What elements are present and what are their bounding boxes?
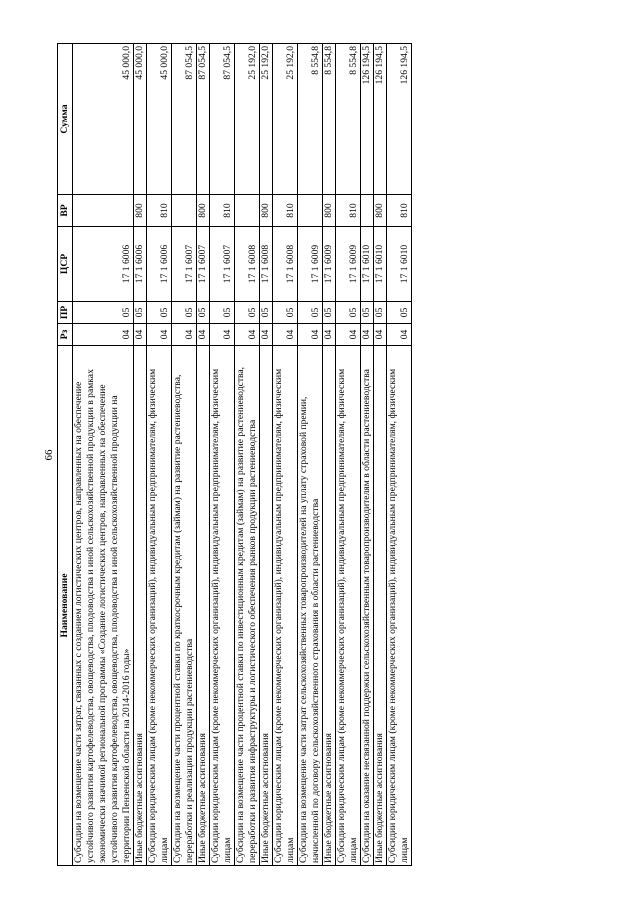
cell-csr: 17 1 6009	[323, 227, 336, 302]
cell-name: Субсидии юридическим лицам (кроме некоммерческих организаций), индивидуальным предпринимателям, физическим лицам	[273, 346, 298, 866]
cell-name: Иные бюджетные ассигнования	[197, 346, 210, 866]
table-row	[387, 44, 412, 866]
cell-name: Субсидии на возмещение части процентной ставки по краткосрочным кредитам (займам) на развитие растениеводства, переработки и реализации продукции растениеводства	[172, 346, 197, 866]
cell-vr: 810	[387, 195, 412, 227]
cell-name: Субсидии юридическим лицам (кроме некоммерческих организаций), индивидуальным предпринимателям, физическим лицам	[336, 346, 361, 866]
cell-rz: 04	[323, 324, 336, 346]
cell-sum: 126 194,5	[374, 44, 387, 195]
cell-sum: 25 192,0	[235, 44, 260, 195]
table-row	[298, 44, 323, 866]
cell-name: Субсидии юридическим лицам (кроме некоммерческих организаций), индивидуальным предпринимателям, физическим лицам	[210, 346, 235, 866]
cell-sum: 126 194,5	[361, 44, 374, 195]
cell-name: Иные бюджетные ассигнования	[260, 346, 273, 866]
cell-name: Иные бюджетные ассигнования	[323, 346, 336, 866]
cell-pr: 05	[273, 302, 298, 324]
cell-pr: 05	[298, 302, 323, 324]
cell-sum: 45 000,0	[73, 44, 134, 195]
cell-rz: 04	[387, 324, 412, 346]
cell-vr: 800	[323, 195, 336, 227]
cell-rz: 04	[298, 324, 323, 346]
table-row	[260, 44, 273, 866]
cell-csr: 17 1 6010	[387, 227, 412, 302]
cell-rz: 04	[172, 324, 197, 346]
table-row	[323, 44, 336, 866]
cell-sum: 45 000,0	[134, 44, 147, 195]
cell-csr: 17 1 6008	[260, 227, 273, 302]
cell-csr: 17 1 6006	[134, 227, 147, 302]
cell-sum: 45 000,0	[147, 44, 172, 195]
cell-rz: 04	[73, 324, 134, 346]
cell-name: Субсидии на возмещение части процентной ставки по инвестиционным кредитам (займам) на развитие растениеводства, переработки и развития инфраструктуры и логистического обеспечения рынков продукции растениеводства	[235, 346, 260, 866]
header-name: Наименование	[58, 346, 73, 866]
cell-vr	[73, 195, 134, 227]
cell-name: Субсидии на возмещение части затрат, связанных с созданием логистических центров, направленных на обеспечение устойчивого развития картофелеводства, овощеводства, плодоводства и иной сельскохозяйственной продукции в рамках экономически значимой региональной программы «Создание логистических центров, направленных на обеспечение устойчивого развития картофелеводства, овощеводства, плодоводства и иной сельскохозяйственной продукции на территории Пензенской области на 2014-2016 годы»	[73, 346, 134, 866]
cell-csr: 17 1 6010	[374, 227, 387, 302]
cell-rz: 04	[260, 324, 273, 346]
cell-csr: 17 1 6010	[361, 227, 374, 302]
cell-csr: 17 1 6009	[298, 227, 323, 302]
cell-pr: 05	[374, 302, 387, 324]
cell-pr: 05	[361, 302, 374, 324]
table-row	[197, 44, 210, 866]
page-number: 66	[43, 449, 55, 461]
cell-csr: 17 1 6007	[210, 227, 235, 302]
cell-sum: 8 554,8	[336, 44, 361, 195]
table-row	[374, 44, 387, 866]
cell-name: Субсидии юридическим лицам (кроме некоммерческих организаций), индивидуальным предпринимателям, физическим лицам	[147, 346, 172, 866]
cell-pr: 05	[172, 302, 197, 324]
cell-csr: 17 1 6008	[235, 227, 260, 302]
cell-rz: 04	[235, 324, 260, 346]
cell-vr	[361, 195, 374, 227]
cell-sum: 8 554,8	[323, 44, 336, 195]
cell-vr: 810	[336, 195, 361, 227]
table-row	[73, 44, 134, 866]
cell-rz: 04	[197, 324, 210, 346]
cell-vr: 800	[134, 195, 147, 227]
cell-sum: 25 192,0	[260, 44, 273, 195]
table-header-row	[58, 44, 73, 866]
cell-rz: 04	[336, 324, 361, 346]
cell-csr: 17 1 6008	[273, 227, 298, 302]
cell-name: Субсидии на оказание несвязанной поддержки сельскохозяйственным товаропроизводителям в области растениеводства	[361, 346, 374, 866]
table-row	[361, 44, 374, 866]
cell-vr: 800	[374, 195, 387, 227]
header-csr: ЦСР	[58, 227, 73, 302]
cell-vr: 800	[197, 195, 210, 227]
cell-name: Субсидии юридическим лицам (кроме некоммерческих организаций), индивидуальным предпринимателям, физическим лицам	[387, 346, 412, 866]
cell-csr: 17 1 6006	[147, 227, 172, 302]
cell-rz: 04	[361, 324, 374, 346]
table-row	[336, 44, 361, 866]
cell-pr: 05	[73, 302, 134, 324]
cell-rz: 04	[134, 324, 147, 346]
cell-pr: 05	[336, 302, 361, 324]
cell-sum: 87 054,5	[197, 44, 210, 195]
cell-rz: 04	[147, 324, 172, 346]
cell-vr	[172, 195, 197, 227]
table-row	[273, 44, 298, 866]
table-row	[172, 44, 197, 866]
cell-pr: 05	[323, 302, 336, 324]
rotated-page-content	[37, 44, 589, 866]
cell-name: Иные бюджетные ассигнования	[134, 346, 147, 866]
cell-rz: 04	[210, 324, 235, 346]
cell-sum: 8 554,8	[298, 44, 323, 195]
header-sum: Сумма	[58, 44, 73, 195]
cell-vr: 800	[260, 195, 273, 227]
cell-vr	[235, 195, 260, 227]
cell-name: Субсидии на возмещение части затрат сельскохозяйственных товаропроизводителей на уплату страховой премии, начисленной по договору сельскохозяйственного страхования в области растениеводства	[298, 346, 323, 866]
cell-csr: 17 1 6006	[73, 227, 134, 302]
cell-csr: 17 1 6007	[197, 227, 210, 302]
budget-table	[57, 43, 412, 866]
cell-vr	[298, 195, 323, 227]
cell-vr: 810	[210, 195, 235, 227]
cell-rz: 04	[374, 324, 387, 346]
cell-pr: 05	[260, 302, 273, 324]
cell-csr: 17 1 6007	[172, 227, 197, 302]
cell-pr: 05	[235, 302, 260, 324]
cell-pr: 05	[147, 302, 172, 324]
cell-name: Иные бюджетные ассигнования	[374, 346, 387, 866]
table-row	[235, 44, 260, 866]
cell-sum: 25 192,0	[273, 44, 298, 195]
header-vr: ВР	[58, 195, 73, 227]
cell-pr: 05	[210, 302, 235, 324]
cell-rz: 04	[273, 324, 298, 346]
header-pr: ПР	[58, 302, 73, 324]
cell-pr: 05	[387, 302, 412, 324]
table-row	[210, 44, 235, 866]
cell-pr: 05	[197, 302, 210, 324]
table-row	[134, 44, 147, 866]
cell-csr: 17 1 6009	[336, 227, 361, 302]
cell-vr: 810	[147, 195, 172, 227]
header-rz: Рз	[58, 324, 73, 346]
cell-sum: 87 054,5	[172, 44, 197, 195]
cell-vr: 810	[273, 195, 298, 227]
cell-sum: 126 194,5	[387, 44, 412, 195]
table-row	[147, 44, 172, 866]
cell-sum: 87 054,5	[210, 44, 235, 195]
cell-pr: 05	[134, 302, 147, 324]
